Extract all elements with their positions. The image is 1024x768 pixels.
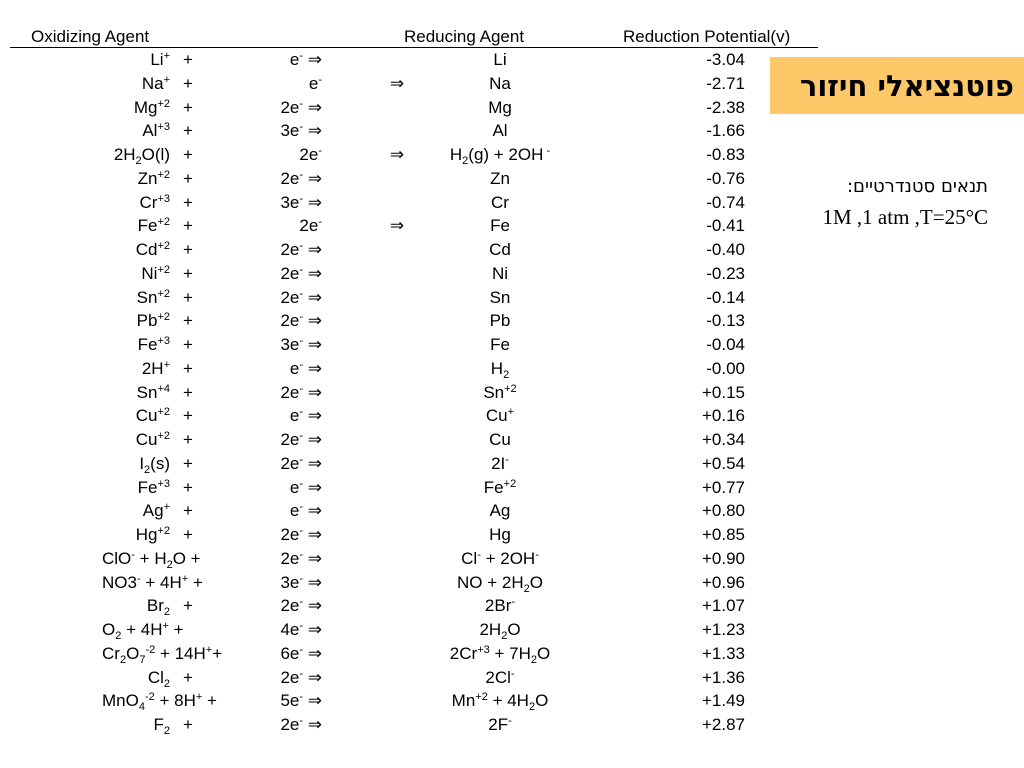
table-row — [0, 428, 760, 452]
reducing-agent-cell: Cd — [489, 240, 511, 259]
reducing-agent-cell: NO + $2H_2O$ — [457, 572, 543, 595]
electrons-cell: 3e- ⇒ — [280, 572, 322, 592]
reducing-agent-cell: Cu+ — [485, 406, 515, 426]
oxidizing-agent-cell: $ClO^- + H_2O$ + — [102, 548, 201, 571]
plus-sign-cell: + — [183, 525, 193, 544]
electrons-cell: 2e- ⇒ — [280, 287, 322, 307]
plus-sign-cell: + — [183, 335, 193, 354]
table-row — [0, 689, 760, 713]
reducing-agent-cell: Cr — [491, 192, 509, 212]
table-row — [0, 238, 760, 262]
table-row — [0, 262, 760, 286]
table-row — [0, 72, 760, 96]
reducing-agent-cell: 2I- — [491, 453, 509, 473]
potential-cell: -0.83 — [706, 145, 745, 164]
plus-sign-cell: + — [183, 596, 193, 616]
electrons-cell: 2e- ⇒ — [280, 382, 322, 402]
plus-sign-cell: + — [183, 121, 193, 141]
table-row — [0, 333, 760, 357]
table-row — [0, 666, 760, 690]
potential-cell: +0.90 — [701, 548, 745, 568]
oxidizing-agent-cell: $Cu^{+2}$ — [135, 430, 170, 449]
reducing-agent-cell: $Fe^{+2}$ — [483, 477, 517, 497]
reducing-agent-cell: Al — [492, 121, 508, 141]
table-row — [0, 167, 760, 191]
plus-sign-cell: + — [183, 263, 193, 283]
potential-cell: +0.15 — [701, 382, 745, 402]
oxidizing-agent-cell: $I_2(s)$ — [139, 453, 170, 476]
table-row — [0, 642, 760, 666]
potential-cell: -0.13 — [706, 311, 745, 331]
electrons-cell: 2e- ⇒ — [280, 240, 322, 259]
potential-cell: -0.14 — [706, 287, 745, 307]
table-row — [0, 286, 760, 310]
reducing-agent-cell: Cu — [489, 430, 511, 449]
electrons-cell: e- — [308, 73, 322, 93]
oxidizing-agent-cell: $Cd^{+2}$ — [135, 240, 170, 259]
oxidizing-agent-cell: $Fe^{+3}$ — [137, 477, 170, 497]
reaction-table — [0, 48, 760, 737]
table-row — [0, 96, 760, 120]
slide-title: פוטנציאלי חיזור — [799, 68, 1014, 103]
electrons-cell: 6e- ⇒ — [280, 643, 322, 663]
electrons-cell: e- ⇒ — [289, 358, 322, 378]
reducing-agent-cell: $2H_2O$ — [479, 620, 521, 642]
electrons-cell: 2e- ⇒ — [280, 430, 322, 449]
reducing-agent-cell: $H_2$ — [490, 358, 510, 381]
oxidizing-agent-cell: $Ni^{+2}$ — [141, 263, 170, 283]
electrons-cell: 2e- ⇒ — [280, 715, 322, 734]
plus-sign-cell: + — [183, 501, 193, 521]
potential-cell: +1.49 — [701, 691, 745, 711]
potential-cell: -0.76 — [706, 168, 745, 188]
oxidizing-agent-cell: $Cr_2O_7^{-2} + 14H^++$ — [102, 643, 223, 666]
potential-cell: -0.74 — [706, 192, 745, 212]
table-row — [0, 404, 760, 428]
electrons-cell: 2e- ⇒ — [280, 525, 322, 544]
plus-sign-cell: + — [183, 73, 193, 93]
oxidizing-agent-cell: $F_2$ — [153, 715, 170, 737]
table-row — [0, 547, 760, 571]
electrons-cell: e- ⇒ — [289, 50, 322, 69]
header-oxidizing-agent: Oxidizing Agent — [31, 27, 150, 46]
potential-cell: +0.34 — [701, 430, 745, 449]
plus-sign-cell: + — [183, 216, 193, 236]
table-row — [0, 523, 760, 547]
plus-sign-cell: + — [183, 430, 193, 449]
oxidizing-agent-cell: $Br_2$ — [146, 596, 170, 619]
table-row — [0, 309, 760, 333]
reducing-agent-cell: $2Cr^{+3} + 7H_2O$ — [449, 643, 551, 666]
oxidizing-agent-cell: $Zn^{+2}$ — [137, 168, 170, 188]
oxidizing-agent-cell: $Mg^{+2}$ — [133, 97, 170, 117]
electrons-cell: 2e- ⇒ — [280, 97, 322, 117]
potential-cell: -0.41 — [706, 216, 745, 236]
reducing-agent-cell: Zn — [490, 168, 510, 188]
reducing-agent-cell: $Mn^{+2} + 4H_2O$ — [451, 691, 549, 714]
reducing-agent-cell: Sn — [489, 287, 511, 307]
header-reduction-potential: Reduction Potential(v) — [623, 27, 791, 46]
oxidizing-agent-cell: $Al^{+3}$ — [142, 121, 170, 141]
electrons-cell: 3e- ⇒ — [280, 121, 322, 141]
oxidizing-agent-cell: Na+ — [141, 73, 170, 93]
electrons-cell: 2e- — [299, 145, 322, 164]
reducing-agent-cell: Hg — [489, 525, 511, 544]
reducing-agent-cell: Ag — [489, 501, 511, 521]
table-row — [0, 48, 760, 72]
table-row — [0, 357, 760, 381]
reducing-agent-cell: Cl- + 2OH- — [461, 548, 539, 568]
arrow-cell: ⇒ — [389, 73, 405, 93]
plus-sign-cell: + — [183, 382, 193, 402]
electrons-cell: 2e- ⇒ — [280, 311, 322, 331]
oxidizing-agent-cell: $Cr^{+3}$ — [139, 192, 170, 212]
electrons-cell: 2e- ⇒ — [280, 596, 322, 616]
potential-cell: +0.77 — [701, 477, 745, 497]
potential-cell: +0.16 — [701, 406, 745, 426]
plus-sign-cell: + — [183, 477, 193, 497]
plus-sign-cell: + — [183, 453, 193, 473]
oxidizing-agent-cell: MnO$_4^{-2}$ + 8H+ + — [102, 691, 217, 714]
plus-sign-cell: + — [183, 406, 193, 426]
table-row — [0, 594, 760, 618]
potential-cell: +0.54 — [701, 453, 745, 473]
potential-cell: -0.40 — [706, 240, 745, 259]
table-row — [0, 191, 760, 215]
table-row — [0, 476, 760, 500]
oxidizing-agent-cell: Li+ — [150, 50, 170, 69]
plus-sign-cell: + — [183, 145, 193, 164]
oxidizing-agent-cell: $Hg^{+2}$ — [135, 525, 170, 544]
electrons-cell: 3e- ⇒ — [280, 335, 322, 354]
reducing-agent-cell: 2Cl- — [485, 667, 515, 687]
oxidizing-agent-cell: $2H_2O(l)$ — [113, 145, 170, 167]
reducing-agent-cell: Li — [493, 50, 507, 69]
title-banner — [770, 57, 1024, 114]
electrons-cell: 2e- ⇒ — [280, 667, 322, 687]
oxidizing-agent-cell: $Cl_2$ — [147, 667, 170, 690]
reducing-agent-cell: 2F- — [488, 715, 512, 734]
potential-cell: -0.04 — [706, 335, 745, 354]
plus-sign-cell: + — [183, 240, 193, 259]
table-row — [0, 214, 760, 238]
table-row — [0, 713, 760, 737]
electrons-cell: 5e- ⇒ — [280, 691, 322, 711]
oxidizing-agent-cell: $Pb^{+2}$ — [136, 311, 170, 331]
reducing-agent-cell: Mg — [488, 97, 512, 117]
potential-cell: -0.23 — [706, 263, 745, 283]
oxidizing-agent-cell: $Sn^{+2}$ — [136, 287, 170, 307]
electrons-cell: 4e- ⇒ — [280, 620, 322, 639]
table-row — [0, 381, 760, 405]
electrons-cell: 2e- ⇒ — [280, 168, 322, 188]
reducing-agent-cell: Fe — [490, 335, 510, 354]
plus-sign-cell: + — [183, 192, 193, 212]
electrons-cell: 2e- ⇒ — [280, 263, 322, 283]
potential-cell: +0.80 — [701, 501, 745, 521]
table-row — [0, 499, 760, 523]
reducing-agent-cell: 2Br- — [484, 596, 516, 616]
table-row — [0, 571, 760, 595]
electrons-cell: 2e- — [299, 216, 322, 236]
table-row — [0, 143, 760, 167]
potential-cell: +1.23 — [701, 620, 745, 639]
reducing-agent-cell: Ni — [491, 263, 509, 283]
plus-sign-cell: + — [183, 311, 193, 331]
electrons-cell: e- ⇒ — [289, 406, 322, 426]
arrow-cell: ⇒ — [389, 216, 405, 236]
potential-cell: -1.66 — [706, 121, 745, 141]
potential-cell: -2.71 — [706, 73, 745, 93]
potential-cell: -2.38 — [706, 97, 745, 117]
plus-sign-cell: + — [183, 715, 193, 734]
plus-sign-cell: + — [183, 287, 193, 307]
table-row — [0, 618, 760, 642]
plus-sign-cell: + — [183, 50, 193, 69]
electrons-cell: 2e- ⇒ — [280, 548, 322, 568]
reducing-agent-cell: $Sn^{+2}$ — [483, 382, 517, 402]
oxidizing-agent-cell: NO3- + 4H+ + — [102, 572, 203, 592]
potential-cell: +1.36 — [701, 667, 745, 687]
reducing-agent-cell: Fe — [490, 216, 510, 236]
potential-cell: +2.87 — [701, 715, 745, 734]
electrons-cell: 3e- ⇒ — [280, 192, 322, 212]
table-row — [0, 119, 760, 143]
potential-cell: -0.00 — [706, 358, 745, 378]
arrow-cell: ⇒ — [389, 145, 405, 164]
plus-sign-cell: + — [183, 168, 193, 188]
oxidizing-agent-cell: Ag+ — [142, 501, 170, 521]
electrons-cell: e- ⇒ — [289, 501, 322, 521]
potential-cell: -3.04 — [706, 50, 745, 69]
plus-sign-cell: + — [183, 97, 193, 117]
electrons-cell: e- ⇒ — [289, 477, 322, 497]
standard-conditions-values: 1M ,1 atm ,T=25°C — [822, 205, 988, 229]
potential-cell: +1.07 — [701, 596, 745, 616]
oxidizing-agent-cell: $Fe^{+2}$ — [137, 216, 170, 236]
reducing-agent-cell: $H_2(g) + 2OH$ - — [449, 145, 551, 167]
standard-conditions-label: תנאים סטנדרטיים: — [846, 176, 988, 197]
plus-sign-cell: + — [183, 358, 193, 378]
plus-sign-cell: + — [183, 667, 193, 687]
potential-cell: +0.85 — [701, 525, 745, 544]
potential-cell: +1.33 — [701, 643, 745, 663]
reducing-agent-cell: Na — [489, 73, 511, 93]
oxidizing-agent-cell: $Cu^{+2}$ — [135, 406, 170, 426]
potential-cell: +0.96 — [701, 572, 745, 592]
electrons-cell: 2e- ⇒ — [280, 453, 322, 473]
oxidizing-agent-cell: $O_2 + 4H^+$ + — [102, 620, 184, 642]
oxidizing-agent-cell: $Fe^{+3}$ — [137, 335, 170, 354]
reducing-agent-cell: Pb — [489, 311, 511, 331]
oxidizing-agent-cell: $Sn^{+4}$ — [136, 382, 170, 402]
header-reducing-agent: Reducing Agent — [404, 27, 525, 46]
oxidizing-agent-cell: 2H+ — [141, 358, 170, 378]
table-row — [0, 452, 760, 476]
